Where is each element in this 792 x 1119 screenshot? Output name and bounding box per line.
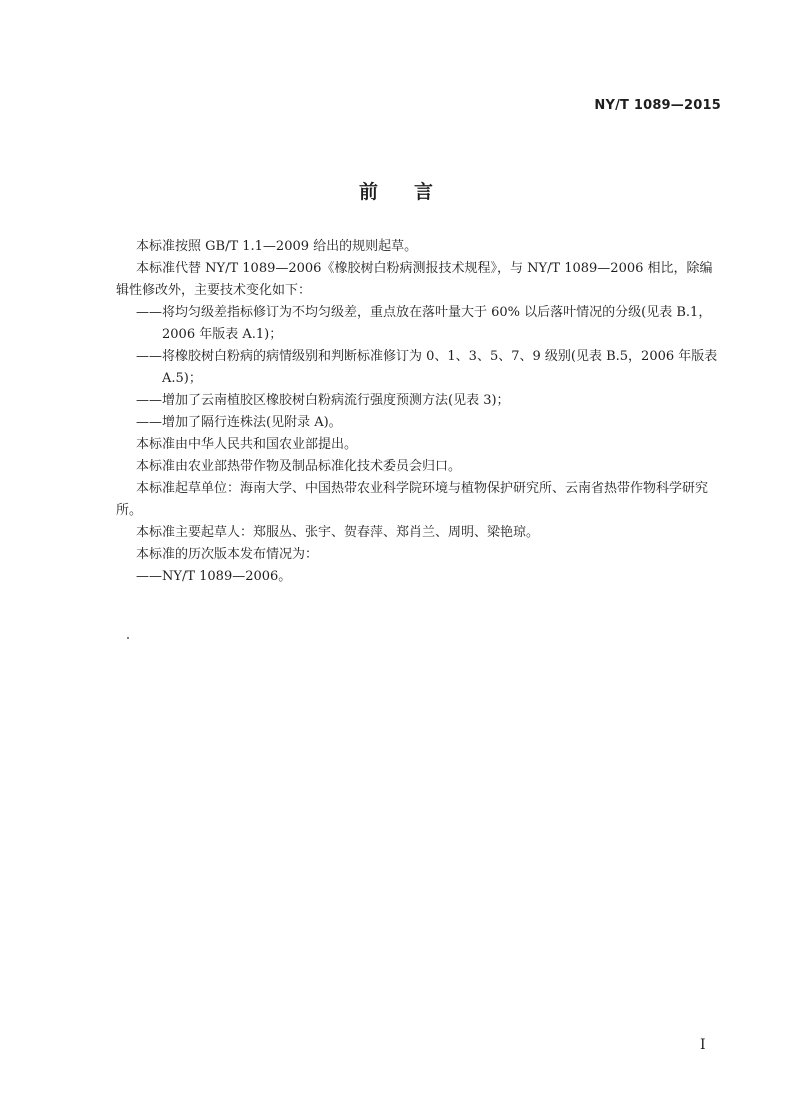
paragraph-replaces: 本标准代替 NY/T 1089—2006《橡胶树白粉病测报技术规程》，与 NY/T 1089—2006 相比，除编辑性修改外，主要技术变化如下： xyxy=(116,261,713,298)
paragraph-centralized-by: 本标准由农业部热带作物及制品标准化技术委员会归口。 xyxy=(136,459,462,474)
scan-speck xyxy=(127,637,129,639)
foreword-body xyxy=(116,236,722,588)
standard-code: NY/T 1089—2015 xyxy=(594,98,721,113)
change-item-3: —— 增加了云南植胶区橡胶树白粉病流行强度预测方法(见表 3)； xyxy=(136,390,722,412)
change-item-1: —— 将均匀级差指标修订为不均匀级差，重点放在落叶量大于 60% 以后落叶情况的分级(见表 B.1，2006 年版表 A.1)； xyxy=(136,302,722,346)
paragraph-drafting-units: 本标准起草单位：海南大学、中国热带农业科学院环境与植物保护研究所、云南省热带作物科学研究所。 xyxy=(116,481,709,518)
change-item-2: —— 将橡胶树白粉病的病情级别和判断标准修订为 0、1、3、5、7、9 级别(见表 B.5，2006 年版表 A.5)； xyxy=(136,346,722,390)
page-number: I xyxy=(700,1037,706,1053)
paragraph-drafting-rules: 本标准按照 GB/T 1.1—2009 给出的规则起草。 xyxy=(136,239,418,254)
paragraph-drafters: 本标准主要起草人：郑服丛、张宇、贺春萍、郑肖兰、周明、梁艳琼。 xyxy=(136,525,540,540)
history-item: —— NY/T 1089—2006。 xyxy=(136,566,722,588)
page-title: 前言 xyxy=(358,181,469,203)
paragraph-history: 本标准的历次版本发布情况为： xyxy=(136,547,319,562)
change-item-4: —— 增加了隔行连株法(见附录 A)。 xyxy=(136,412,722,434)
paragraph-proposed-by: 本标准由中华人民共和国农业部提出。 xyxy=(136,437,358,452)
